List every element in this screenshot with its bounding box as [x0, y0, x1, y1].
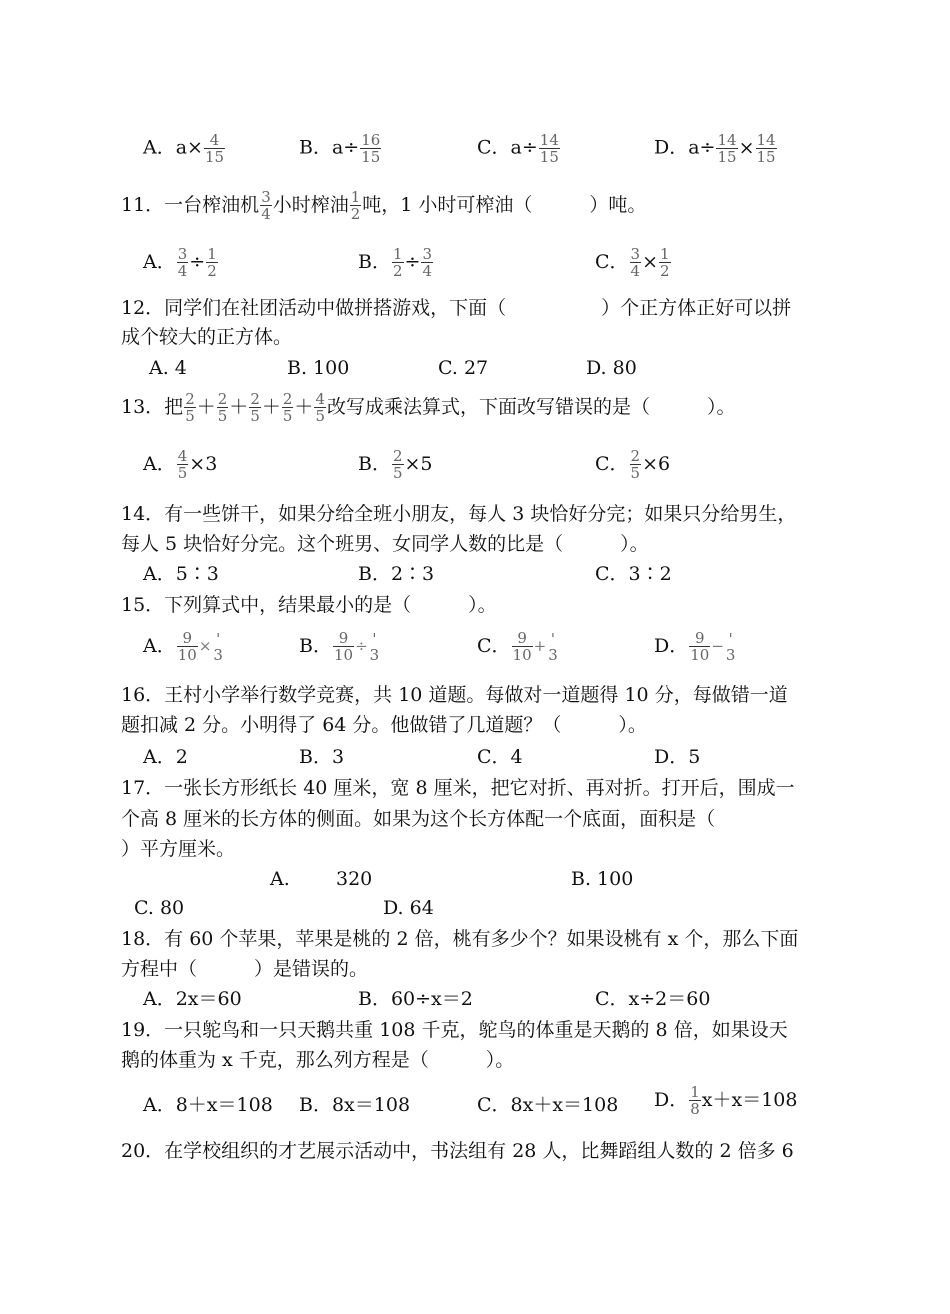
denominator: 15 — [756, 148, 776, 166]
fraction — [177, 448, 189, 481]
fraction — [282, 391, 294, 424]
denominator: 10 — [177, 646, 197, 664]
denominator: 2 — [660, 262, 670, 280]
numerator: 1 — [690, 1083, 700, 1101]
numerator: 14 — [756, 131, 776, 149]
fraction — [333, 630, 354, 663]
fraction — [392, 246, 404, 279]
garbled-fraction — [369, 631, 381, 663]
fraction — [421, 246, 433, 279]
option-label: B． — [299, 635, 332, 657]
q10-option-d — [654, 132, 778, 165]
q17-option-d: D. 64 — [383, 897, 434, 919]
question-text: 13．把 — [121, 396, 184, 418]
operator: ÷ — [355, 637, 368, 655]
option-text: a÷ — [510, 136, 538, 159]
question-text: 小时榨油 — [272, 194, 349, 216]
q16-line1: 16．王村小学举行数学竞赛，共 10 道题。每做对一道题得 10 分，每做错一道 — [121, 684, 788, 706]
q11-option-a — [143, 246, 219, 279]
option-label: A． — [143, 136, 176, 159]
q17-line1: 17．一张长方形纸长 40 厘米，宽 8 厘米，把它对折、再对折。打开后，围成一 — [121, 777, 795, 799]
denominator: 3 — [369, 645, 380, 664]
option-text: x＋x＝108 — [701, 1089, 798, 1111]
option-label: C． — [595, 251, 629, 273]
option-text: ×6 — [642, 453, 671, 475]
q10-option-a — [143, 132, 226, 165]
denominator: 4 — [422, 262, 432, 280]
numerator: 2 — [282, 390, 293, 408]
option-label: B． — [358, 453, 391, 475]
fraction — [249, 391, 261, 424]
q18-option-a: A．2x＝60 — [143, 988, 242, 1010]
fraction — [177, 630, 198, 663]
numerator: 2 — [392, 447, 403, 465]
denominator: 15 — [361, 148, 381, 166]
fraction — [630, 448, 642, 481]
q13-option-a — [143, 448, 217, 481]
numerator: 2 — [250, 390, 260, 408]
option-label: D． — [654, 136, 689, 159]
q15-stem: 15．下列算式中，结果最小的是（ ）。 — [121, 594, 497, 616]
numerator: 3 — [261, 188, 271, 206]
q10-option-c — [477, 132, 561, 165]
question-text: 11．一台榨油机 — [121, 194, 260, 216]
numerator: 16 — [361, 131, 381, 149]
plus-sign: ＋ — [261, 396, 281, 418]
q12-option-c: C. 27 — [438, 357, 489, 379]
q16-option-d: D．5 — [654, 746, 701, 768]
q11-option-c — [595, 246, 672, 279]
option-label: B． — [299, 136, 332, 159]
numerator: ' — [728, 629, 733, 648]
q17-option-c: C. 80 — [134, 897, 185, 919]
numerator: 3 — [630, 245, 641, 263]
fraction — [512, 630, 533, 663]
operator: ÷ — [189, 251, 206, 273]
denominator: 4 — [177, 262, 188, 280]
fraction — [206, 246, 218, 279]
q15-option-c — [477, 630, 560, 663]
denominator: 5 — [282, 407, 293, 425]
q11-option-b — [358, 246, 434, 279]
fraction — [689, 1084, 701, 1117]
option-label: D． — [654, 1089, 689, 1111]
q20-line1: 20．在学校组织的才艺展示活动中，书法组有 28 人，比舞蹈组人数的 2 倍多 6 — [121, 1140, 794, 1162]
q12-option-a: A. 4 — [149, 357, 187, 379]
numerator: 4 — [204, 132, 225, 149]
fraction — [392, 448, 404, 481]
q19-option-b: B．8x＝108 — [299, 1094, 411, 1116]
operator: + — [533, 637, 547, 655]
denominator: 2 — [392, 262, 403, 280]
q13-stem — [121, 391, 736, 424]
denominator: 15 — [717, 148, 737, 166]
option-label: C． — [477, 136, 511, 159]
fraction — [204, 132, 225, 165]
denominator: 5 — [315, 407, 325, 425]
numerator: 2 — [630, 447, 641, 465]
denominator: 15 — [539, 148, 559, 166]
denominator: 10 — [333, 646, 354, 664]
denominator: 15 — [204, 148, 225, 166]
plus-sign: ＋ — [196, 396, 216, 418]
fraction — [689, 630, 710, 663]
denominator: 2 — [350, 205, 361, 223]
fraction — [659, 246, 671, 279]
option-label: A． — [143, 251, 176, 273]
fraction — [756, 132, 777, 165]
q12-option-b: B. 100 — [287, 357, 350, 379]
q17-option-a-value: 320 — [336, 868, 373, 890]
denominator: 4 — [261, 205, 271, 223]
numerator: 1 — [660, 245, 670, 263]
q15-option-d — [654, 630, 737, 663]
option-label: C． — [477, 635, 511, 657]
operator: × — [738, 137, 755, 159]
denominator: 3 — [213, 645, 223, 664]
denominator: 3 — [725, 645, 736, 664]
numerator: 4 — [315, 390, 325, 408]
numerator: 9 — [333, 630, 354, 647]
option-label: A． — [143, 635, 176, 657]
q19-option-d — [654, 1084, 797, 1117]
numerator: 14 — [539, 131, 559, 149]
denominator: 10 — [512, 646, 532, 664]
q16-option-a: A．2 — [143, 746, 188, 768]
numerator: ' — [372, 629, 377, 648]
operator: − — [711, 637, 724, 655]
numerator: 3 — [422, 245, 432, 263]
q12-option-d: D. 80 — [586, 357, 637, 379]
numerator: 1 — [350, 188, 361, 206]
q14-option-c: C．3∶2 — [595, 563, 672, 585]
denominator: 8 — [690, 1100, 700, 1118]
numerator: 9 — [512, 630, 533, 647]
plus-sign: ＋ — [229, 396, 249, 418]
fraction — [350, 189, 362, 222]
q19-line2: 鹅的体重为 x 千克，那么列方程是（ ）。 — [121, 1049, 515, 1071]
q14-option-a: A．5∶3 — [143, 563, 219, 585]
numerator: 1 — [392, 245, 403, 263]
q16-line2: 题扣减 2 分。小明得了 64 分。他做错了几道题？（ ）。 — [121, 714, 647, 736]
question-text: 吨，1 小时可榨油（ ）吨。 — [362, 194, 647, 216]
q19-line1: 19．一只鸵鸟和一只天鹅共重 108 千克，鸵鸟的体重是天鹅的 8 倍，如果设天 — [121, 1019, 788, 1041]
numerator: 4 — [177, 447, 188, 465]
q14-line2: 每人 5 块恰好分完。这个班男、女同学人数的比是（ ）。 — [121, 533, 649, 555]
fraction — [630, 246, 642, 279]
denominator: 5 — [250, 407, 260, 425]
q19-option-c: C．8x＋x＝108 — [477, 1094, 619, 1116]
plus-sign: ＋ — [294, 396, 314, 418]
q13-option-c — [595, 448, 670, 481]
q12-line1: 12．同学们在社团活动中做拼搭游戏，下面（ ）个正方体正好可以拼 — [121, 297, 792, 319]
garbled-fraction — [547, 631, 559, 663]
denominator: 5 — [177, 464, 188, 482]
denominator: 5 — [630, 464, 641, 482]
q14-line1: 14．有一些饼干，如果分给全班小朋友，每人 3 块恰好分完；如果只分给男生， — [121, 503, 797, 525]
q16-option-b: B．3 — [299, 746, 345, 768]
fraction — [217, 391, 229, 424]
option-label: D． — [654, 635, 689, 657]
q17-line2: 个高 8 厘米的长方体的侧面。如果为这个长方体配一个底面，面积是（ — [121, 808, 716, 830]
fraction — [539, 132, 560, 165]
garbled-fraction — [212, 631, 224, 663]
q19-option-a: A．8＋x＝108 — [143, 1094, 273, 1116]
q18-line1: 18．有 60 个苹果，苹果是桃的 2 倍，桃有多少个？如果设桃有 x 个，那么下面 — [121, 928, 799, 950]
numerator: 2 — [185, 390, 195, 408]
option-text: a÷ — [688, 136, 716, 159]
q17-option-b: B. 100 — [571, 868, 634, 890]
denominator: 2 — [207, 262, 217, 280]
denominator: 5 — [392, 464, 403, 482]
option-text: a× — [175, 136, 203, 159]
numerator: 9 — [177, 630, 198, 647]
garbled-fraction — [725, 631, 737, 663]
fraction — [314, 391, 326, 424]
fraction — [177, 246, 189, 279]
q13-option-b — [358, 448, 433, 481]
numerator: 3 — [177, 245, 188, 263]
option-text: a÷ — [331, 136, 360, 159]
numerator: 2 — [217, 390, 228, 408]
operator: × — [642, 251, 659, 273]
fraction — [716, 132, 737, 165]
fraction — [260, 189, 272, 222]
denominator: 10 — [690, 646, 710, 664]
option-label: B． — [358, 251, 391, 273]
numerator: ' — [550, 629, 556, 648]
q15-option-b — [299, 630, 381, 663]
numerator: 9 — [689, 630, 710, 647]
denominator: 5 — [217, 407, 228, 425]
denominator: 4 — [630, 262, 641, 280]
option-text: ×5 — [404, 453, 433, 475]
denominator: 3 — [548, 645, 558, 664]
option-text: ×3 — [189, 453, 218, 475]
question-text: 改写成乘法算式，下面改写错误的是（ ）。 — [326, 396, 736, 418]
numerator: 14 — [717, 131, 737, 149]
numerator: 1 — [207, 245, 217, 263]
q12-line2: 成个较大的正方体。 — [121, 326, 293, 348]
operator: ÷ — [404, 251, 421, 273]
q18-option-c: C．x÷2＝60 — [595, 988, 711, 1010]
q10-option-b — [299, 132, 382, 165]
operator: × — [198, 637, 212, 655]
q11-stem — [121, 189, 646, 222]
q18-option-b: B．60÷x＝2 — [358, 988, 473, 1010]
q17-option-a-label: A. — [270, 868, 290, 890]
option-label: A． — [143, 453, 176, 475]
denominator: 5 — [185, 407, 195, 425]
numerator: ' — [216, 629, 221, 648]
option-label: C． — [595, 453, 629, 475]
q15-option-a — [143, 630, 225, 663]
fraction — [184, 391, 196, 424]
q16-option-c: C．4 — [477, 746, 523, 768]
q14-option-b: B．2∶3 — [358, 563, 435, 585]
fraction — [360, 132, 381, 165]
q17-line3: ）平方厘米。 — [121, 838, 236, 860]
q18-line2: 方程中（ ）是错误的。 — [121, 958, 369, 980]
